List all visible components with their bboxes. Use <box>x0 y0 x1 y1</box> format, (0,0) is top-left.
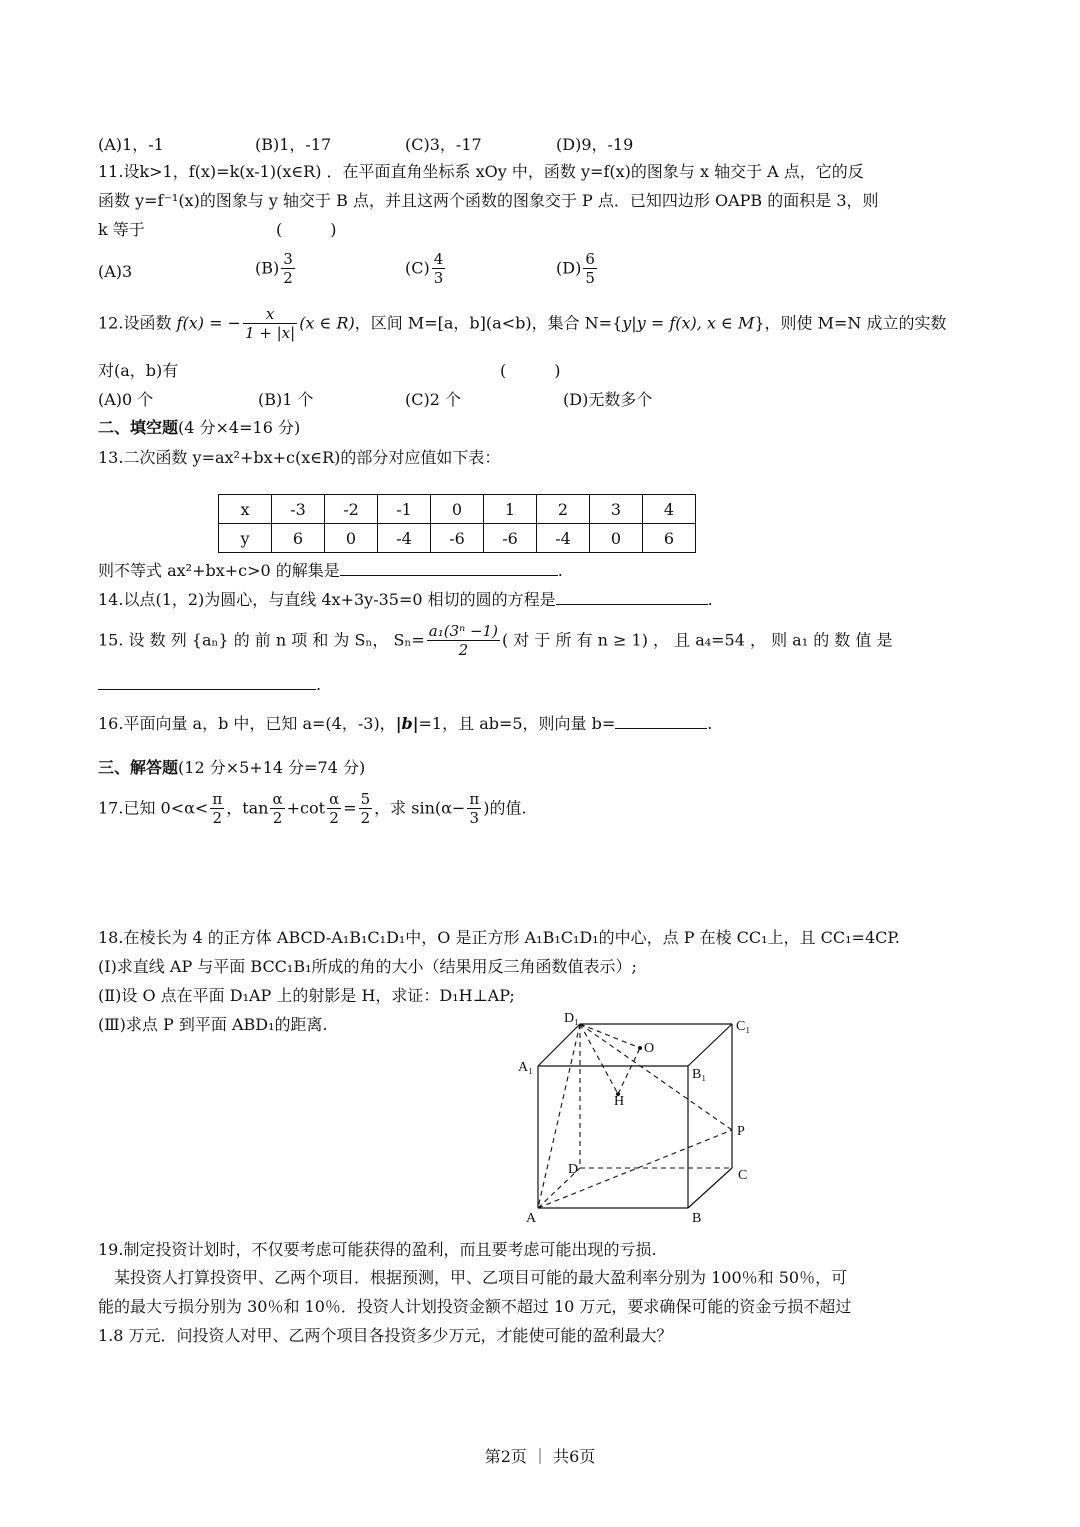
table-cell: 6 <box>643 524 696 553</box>
q11-line-2: 函数 y=f⁻¹(x)的图象与 y 轴交于 B 点，并且这两个函数的图象交于 P 点．已知四边形 OAPB 的面积是 3，则 <box>98 191 879 210</box>
q12-option-b: (B)1 个 <box>258 390 314 409</box>
q18-part-1: (Ⅰ)求直线 AP 与平面 BCC₁B₁所成的角的大小（结果用反三角函数值表示）; <box>98 957 637 976</box>
q17-question: 17.已知 0<α< $\frac{\pi}{2}$ ，tan $\frac{\alpha}{2}$ +cot $\frac{\alpha}{2}$ = $\frac{5}{2}$ ，求 sin(α− $\frac{\pi}{3}$ )的值. <box>98 790 527 827</box>
cube-diagram <box>510 1008 770 1228</box>
q11-option-a: (A)3 <box>98 262 133 281</box>
table-cell: 4 <box>643 495 696 524</box>
q10-option-d: (D)9，-19 <box>556 135 634 154</box>
label-h: H <box>614 1094 625 1109</box>
q18-part-3: (Ⅲ)求点 P 到平面 ABD₁的距离. <box>98 1015 328 1034</box>
q13-question: 则不等式 ax²+bx+c>0 的解集是 . <box>98 561 563 580</box>
q12-line-1: 12.设函数 f(x) = − $\frac{x}{1 + |x|}$ (x ∈ R)，区间 M=[a，b](a<b)，集合 N={y|y = f(x), x ∈ M}，则使 M=N 成立的实数 <box>98 305 947 342</box>
table-cell: 0 <box>590 524 643 553</box>
label-a: A <box>526 1211 537 1226</box>
label-d1: D₁ <box>564 1011 579 1026</box>
table-cell: 6 <box>272 524 325 553</box>
section-2-heading: 二、填空题(4 分×4=16 分) <box>98 418 301 437</box>
table-cell: 2 <box>537 495 590 524</box>
table-cell: -3 <box>272 495 325 524</box>
point-o <box>638 1046 642 1050</box>
q11-option-d: (D) $\frac{6}{5}$ <box>556 250 595 287</box>
q15-answer-blank: . <box>98 675 321 695</box>
q10-option-c: (C)3，-17 <box>405 135 482 154</box>
q18-line-1: 18.在棱长为 4 的正方体 ABCD-A₁B₁C₁D₁中，O 是正方形 A₁B₁C₁D₁的中心，点 P 在棱 CC₁上，且 CC₁=4CP. <box>98 928 900 947</box>
page-footer: 第2页 ｜ 共6页 <box>484 1447 596 1466</box>
label-p: P <box>737 1124 745 1139</box>
q18-part-2: (Ⅱ)设 O 点在平面 D₁AP 上的射影是 H，求证：D₁H⊥AP; <box>98 986 515 1005</box>
table-row-y <box>219 524 696 553</box>
q16-question: 16.平面向量 a，b 中，已知 a=(4，-3)，|b|=1，且 ab=5，则向量 b= . <box>98 714 713 733</box>
section-3-heading: 三、解答题(12 分×5+14 分=74 分) <box>98 758 366 777</box>
table-cell: -4 <box>378 524 431 553</box>
q19-line-4: 1.8 万元．问投资人对甲、乙两个项目各投资多少万元，才能使可能的盈利最大？ <box>98 1326 673 1345</box>
edge-b-c <box>688 1168 732 1208</box>
table-cell: x <box>219 495 272 524</box>
q11-line-1: 11.设k>1，f(x)=k(x-1)(x∈R) ．在平面直角坐标系 xOy 中，函数 y=f(x)的图象与 x 轴交于 A 点，它的反 <box>98 162 864 181</box>
label-c1: C₁ <box>736 1019 751 1034</box>
q19-line-1: 19.制定投资计划时，不仅要考虑可能获得的盈利，而且要考虑可能出现的亏损. <box>98 1240 657 1259</box>
q11-line-3: k 等于 <box>98 220 145 239</box>
label-b1: B₁ <box>692 1067 707 1082</box>
line-d1-p <box>580 1024 732 1130</box>
label-b: B <box>692 1211 702 1226</box>
q11-answer-paren: ( ) <box>276 220 337 239</box>
table-cell: -2 <box>325 495 378 524</box>
table-cell: y <box>219 524 272 553</box>
q19-line-3: 能的最大亏损分别为 30％和 10％．投资人计划投资金额不超过 10 万元，要求确保可能的资金亏损不超过 <box>98 1297 852 1316</box>
table-cell: 0 <box>325 524 378 553</box>
q13-value-table <box>218 494 696 553</box>
table-cell: 1 <box>484 495 537 524</box>
table-row-x <box>219 495 696 524</box>
q15-question: 15. 设 数 列 {aₙ} 的 前 n 项 和 为 Sₙ， Sₙ= $\frac{\text{a₁(3ⁿ −1)}}{2}$ ( 对 于 所 有 n ≥ 1) ， 且 a₄=54 ， 则 a₁ 的 数 值 是 <box>98 622 893 659</box>
q13-text: 13.二次函数 y=ax²+bx+c(x∈R)的部分对应值如下表： <box>98 448 501 467</box>
table-cell: -4 <box>537 524 590 553</box>
q12-option-c: (C)2 个 <box>405 390 461 409</box>
table-cell: -6 <box>431 524 484 553</box>
line-d1-h <box>580 1024 618 1094</box>
line-o-h <box>618 1048 640 1094</box>
edge-b1-c1 <box>688 1024 732 1066</box>
edge-a1-d1 <box>538 1024 580 1066</box>
table-cell: -1 <box>378 495 431 524</box>
label-d: D <box>568 1162 579 1177</box>
label-c: C <box>738 1168 748 1183</box>
q10-option-b: (B)1，-17 <box>255 135 332 154</box>
q10-option-a: (A)1，-1 <box>98 135 164 154</box>
q11-option-b: (B) $\frac{3}{2}$ <box>255 250 293 287</box>
label-a1: A₁ <box>518 1060 533 1075</box>
q11-option-c: (C) $\frac{4}{3}$ <box>405 250 444 287</box>
table-cell: 3 <box>590 495 643 524</box>
label-o: O <box>644 1041 655 1056</box>
q12-answer-paren: ( ) <box>500 361 561 380</box>
table-cell: 0 <box>431 495 484 524</box>
q12-option-d: (D)无数多个 <box>563 390 653 409</box>
q12-line-2: 对(a，b)有 <box>98 361 179 380</box>
q19-line-2: 某投资人打算投资甲、乙两个项目．根据预测，甲、乙项目可能的最大盈利率分别为 100％和 50％，可 <box>98 1268 848 1287</box>
q14-question: 14.以点(1，2)为圆心，与直线 4x+3y-35=0 相切的圆的方程是 . <box>98 590 713 609</box>
table-cell: -6 <box>484 524 537 553</box>
q12-option-a: (A)0 个 <box>98 390 154 409</box>
line-d1-a <box>538 1024 580 1208</box>
